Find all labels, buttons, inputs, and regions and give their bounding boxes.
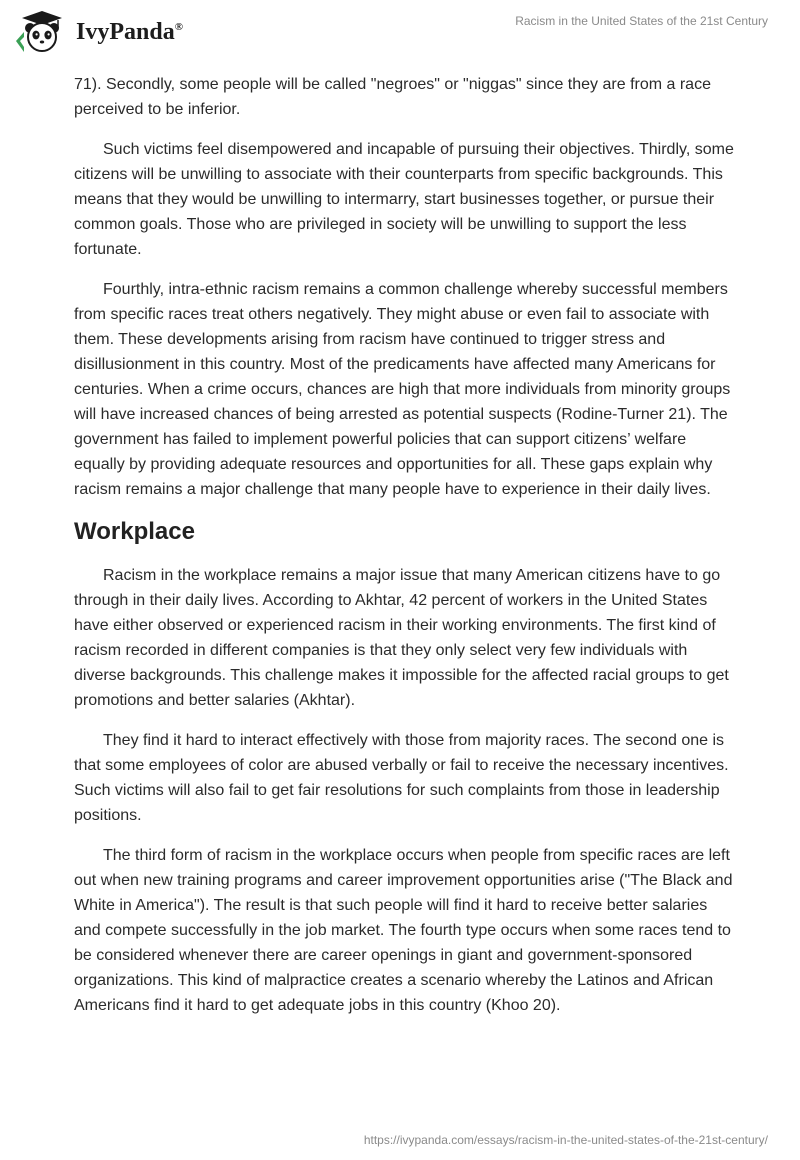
paragraph-2: Such victims feel disempowered and incapable of pursuing their objectives. Thirdly, some citizens will be unwilling to associate with their counterparts from specific backgrounds. This means that they would be unwilling to intermarry, start businesses together, or pursue their common goals. Those who are privileged in society will be unwilling to support the less fortunate.: [74, 141, 734, 258]
document-title: Racism in the United States of the 21st Century: [515, 14, 768, 28]
registered-mark: ®: [174, 20, 183, 33]
brand-logo[interactable]: [14, 8, 183, 56]
paragraph-4: Racism in the workplace remains a major issue that many American citizens have to go through in their daily lives. According to Akhtar, 42 percent of workers in the United States have either observed or experienced racism in their working environments. The first kind of racism recorded in different companies is that they only select very few individuals with diverse backgrounds. This challenge makes it impossible for the affected racial groups to get promotions and better salaries (Akhtar).: [74, 567, 729, 709]
section-heading-workplace: Workplace: [74, 518, 195, 545]
paragraph-1: 71). Secondly, some people will be called "negroes" or "niggas" since they are from a race perceived to be inferior.: [74, 76, 711, 118]
paragraph-6: The third form of racism in the workplace occurs when people from specific races are left out when new training programs and career improvement opportunities arise ("The Black and White in America"). The result is that such people will find it hard to receive better salaries and compete successfully in the job market. The fourth type occurs when some races tend to be considered whenever there are career openings in giant and government-sponsored organizations. This kind of malpractice creates a scenario whereby the Latinos and African Americans find it hard to get adequate jobs in this country (Khoo 20).: [74, 847, 733, 1014]
paragraph-3: Fourthly, intra-ethnic racism remains a common challenge whereby successful members from specific races treat others negatively. They might abuse or even fail to associate with them. These developments arising from racism have continued to trigger stress and disillusionment in this country. Most of the predicaments have affected many Americans for centuries. When a crime occurs, chances are high that more individuals from minority groups will have increased chances of being arrested as potential suspects (Rodine-Turner 21). The government has failed to implement powerful policies that can support citizens’ welfare equally by providing adequate resources and opportunities for all. These gaps explain why racism remains a major challenge that many people have to experience in their daily lives.: [74, 281, 731, 498]
brand-name: IvyPanda®: [76, 18, 183, 45]
panda-graduate-icon: [14, 8, 74, 56]
source-url[interactable]: https://ivypanda.com/essays/racism-in-the-united-states-of-the-21st-century/: [363, 1133, 768, 1147]
paragraph-5: They find it hard to interact effectively with those from majority races. The second one is that some employees of color are abused verbally or fail to receive the necessary incentives. Such victims will also fail to get fair resolutions for such complaints from those in leadership positions.: [74, 732, 729, 824]
article-body: [74, 72, 734, 1033]
